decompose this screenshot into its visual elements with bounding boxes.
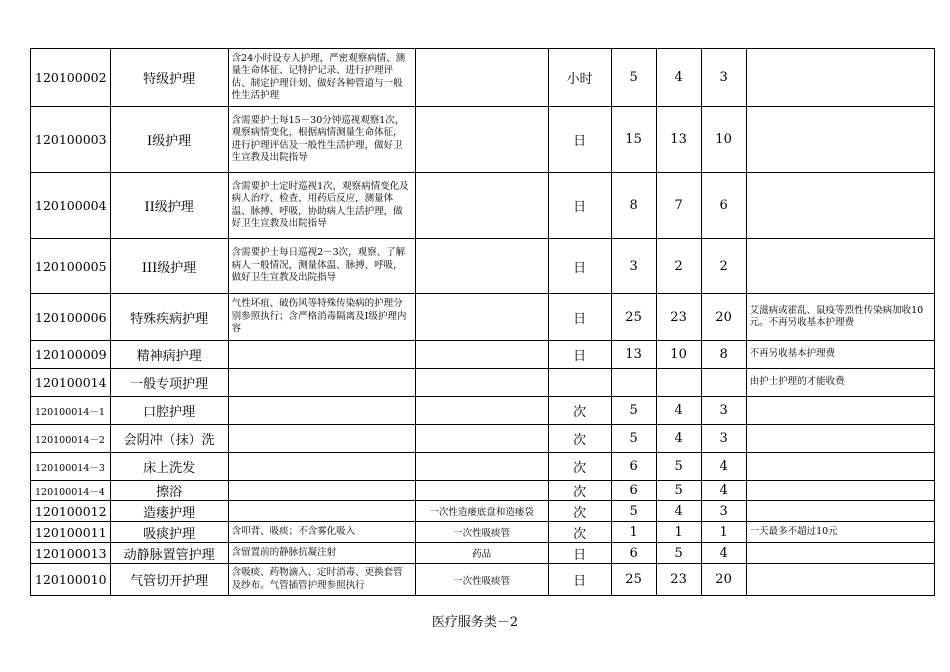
- cell-price-2: 1: [656, 522, 701, 543]
- cell-price-1: 3: [611, 239, 656, 294]
- cell-price-1: 5: [611, 49, 656, 107]
- cell-desc: 含吸痰、药物滴入、定时消毒、更换套管及纱布。气管插管护理参照执行: [228, 564, 415, 596]
- cell-excluded: [415, 173, 548, 239]
- cell-desc: [228, 397, 415, 425]
- cell-price-3: 4: [701, 543, 746, 564]
- table-row: [31, 564, 935, 596]
- cell-note: 由护士护理的才能收费: [746, 369, 934, 397]
- cell-price-2: 4: [656, 501, 701, 522]
- cell-unit: 次: [548, 501, 611, 522]
- cell-desc: [228, 369, 415, 397]
- cell-price-3: 2: [701, 239, 746, 294]
- cell-excluded: [415, 453, 548, 481]
- cell-code: 120100013: [31, 543, 111, 564]
- cell-desc: 含需要护士每15－30分钟巡视观察1次，观察病情变化，根据病情测量生命体征，进行护理评估及一般性生活护理，做好卫生宣教及出院指导: [228, 107, 415, 173]
- cell-name: 会阴冲（抹）洗: [110, 425, 228, 453]
- cell-excluded: [415, 369, 548, 397]
- cell-desc: [228, 453, 415, 481]
- cell-price-3: 3: [701, 501, 746, 522]
- cell-price-2: 2: [656, 239, 701, 294]
- cell-code: 120100012: [31, 501, 111, 522]
- cell-code: 120100009: [31, 341, 111, 369]
- cell-note: [746, 501, 934, 522]
- cell-desc: 含叩背、吸痰；不含雾化吸入: [228, 522, 415, 543]
- cell-name: 一般专项护理: [110, 369, 228, 397]
- cell-price-1: 5: [611, 425, 656, 453]
- cell-name: 擦浴: [110, 481, 228, 501]
- cell-price-1: [611, 369, 656, 397]
- cell-excluded: 一次性造瘘底盘和造瘘袋: [415, 501, 548, 522]
- cell-excluded: [415, 107, 548, 173]
- table-row: [31, 425, 935, 453]
- cell-note: [746, 107, 934, 173]
- cell-unit: 日: [548, 341, 611, 369]
- cell-code: 120100004: [31, 173, 111, 239]
- cell-name: III级护理: [110, 239, 228, 294]
- table-row: [31, 522, 935, 543]
- cell-desc: 含需要护士每日巡视2－3次，观察、了解病人一般情况，测量体温、脉搏、呼吸，做好卫生宣教及出院指导: [228, 239, 415, 294]
- cell-price-2: 4: [656, 397, 701, 425]
- cell-unit: 次: [548, 522, 611, 543]
- cell-unit: [548, 369, 611, 397]
- cell-note: 艾滋病或霍乱、鼠疫等烈性传染病加收10元。不再另收基本护理费: [746, 294, 934, 341]
- cell-price-3: 4: [701, 453, 746, 481]
- cell-price-2: 13: [656, 107, 701, 173]
- cell-code: 120100014－2: [31, 425, 111, 453]
- cell-unit: 次: [548, 481, 611, 501]
- cell-unit: 日: [548, 107, 611, 173]
- cell-price-3: 20: [701, 564, 746, 596]
- cell-excluded: [415, 294, 548, 341]
- cell-price-1: 25: [611, 564, 656, 596]
- cell-price-3: [701, 369, 746, 397]
- price-table: [30, 48, 935, 596]
- cell-excluded: [415, 341, 548, 369]
- table-row: [31, 369, 935, 397]
- table-row: [31, 481, 935, 501]
- cell-desc: [228, 481, 415, 501]
- cell-price-1: 6: [611, 543, 656, 564]
- cell-price-1: 25: [611, 294, 656, 341]
- cell-desc: 气性坏疽、破伤风等特殊传染病的护理分别参照执行；含严格消毒隔离及I级护理内容: [228, 294, 415, 341]
- cell-code: 120100014－3: [31, 453, 111, 481]
- cell-name: 特级护理: [110, 49, 228, 107]
- cell-price-1: 15: [611, 107, 656, 173]
- cell-price-1: 13: [611, 341, 656, 369]
- cell-desc: 含留置前的静脉抗凝注射: [228, 543, 415, 564]
- cell-excluded: [415, 397, 548, 425]
- cell-note: [746, 239, 934, 294]
- cell-excluded: 一次性吸痰管: [415, 522, 548, 543]
- cell-price-2: 5: [656, 543, 701, 564]
- cell-excluded: [415, 425, 548, 453]
- cell-name: II级护理: [110, 173, 228, 239]
- cell-price-3: 3: [701, 425, 746, 453]
- cell-price-3: 3: [701, 49, 746, 107]
- cell-price-2: 7: [656, 173, 701, 239]
- table-row: [31, 501, 935, 522]
- cell-price-3: 6: [701, 173, 746, 239]
- table-row: [31, 173, 935, 239]
- cell-price-1: 1: [611, 522, 656, 543]
- cell-name: 精神病护理: [110, 341, 228, 369]
- cell-price-1: 8: [611, 173, 656, 239]
- table-row: [31, 107, 935, 173]
- table-row: [31, 397, 935, 425]
- cell-price-1: 6: [611, 481, 656, 501]
- cell-note: 一天最多不超过10元: [746, 522, 934, 543]
- cell-unit: 次: [548, 453, 611, 481]
- cell-code: 120100014: [31, 369, 111, 397]
- cell-price-1: 5: [611, 397, 656, 425]
- cell-note: [746, 564, 934, 596]
- page-footer: 医疗服务类－2: [431, 615, 519, 630]
- cell-excluded: [415, 481, 548, 501]
- cell-price-3: 4: [701, 481, 746, 501]
- cell-price-2: 4: [656, 425, 701, 453]
- cell-code: 120100002: [31, 49, 111, 107]
- cell-price-2: 23: [656, 294, 701, 341]
- cell-desc: [228, 425, 415, 453]
- cell-price-2: [656, 369, 701, 397]
- cell-code: 120100005: [31, 239, 111, 294]
- cell-note: [746, 543, 934, 564]
- cell-desc: [228, 341, 415, 369]
- cell-excluded: [415, 239, 548, 294]
- cell-note: [746, 397, 934, 425]
- cell-note: [746, 173, 934, 239]
- cell-code: 120100014－1: [31, 397, 111, 425]
- cell-price-2: 5: [656, 481, 701, 501]
- cell-note: [746, 425, 934, 453]
- cell-desc: 含24小时设专人护理，严密观察病情、测量生命体征、记特护记录、进行护理评估、制定护理计划、做好各种管道与一般性生活护理: [228, 49, 415, 107]
- cell-name: 气管切开护理: [110, 564, 228, 596]
- cell-price-3: 10: [701, 107, 746, 173]
- cell-price-3: 20: [701, 294, 746, 341]
- cell-excluded: 一次性吸痰管: [415, 564, 548, 596]
- cell-desc: [228, 501, 415, 522]
- cell-name: 特殊疾病护理: [110, 294, 228, 341]
- cell-price-3: 1: [701, 522, 746, 543]
- cell-note: [746, 481, 934, 501]
- cell-price-3: 8: [701, 341, 746, 369]
- cell-unit: 小时: [548, 49, 611, 107]
- cell-price-2: 10: [656, 341, 701, 369]
- cell-excluded: [415, 49, 548, 107]
- cell-unit: 次: [548, 397, 611, 425]
- cell-code: 120100014－4: [31, 481, 111, 501]
- cell-code: 120100003: [31, 107, 111, 173]
- cell-unit: 日: [548, 239, 611, 294]
- cell-excluded: 药品: [415, 543, 548, 564]
- cell-price-2: 4: [656, 49, 701, 107]
- cell-price-1: 5: [611, 501, 656, 522]
- cell-name: 动静脉置管护理: [110, 543, 228, 564]
- cell-price-2: 5: [656, 453, 701, 481]
- cell-unit: 次: [548, 425, 611, 453]
- cell-price-2: 23: [656, 564, 701, 596]
- cell-code: 120100006: [31, 294, 111, 341]
- cell-unit: 日: [548, 173, 611, 239]
- cell-note: 不再另收基本护理费: [746, 341, 934, 369]
- cell-unit: 日: [548, 564, 611, 596]
- cell-price-1: 6: [611, 453, 656, 481]
- cell-note: [746, 453, 934, 481]
- cell-code: 120100010: [31, 564, 111, 596]
- cell-name: 造瘘护理: [110, 501, 228, 522]
- table-row: [31, 239, 935, 294]
- cell-desc: 含需要护士定时巡视1次，观察病情变化及病人治疗、检查、用药后反应，测量体温、脉搏、呼吸，协助病人生活护理，做好卫生宣教及出院指导: [228, 173, 415, 239]
- cell-unit: 日: [548, 294, 611, 341]
- cell-name: I级护理: [110, 107, 228, 173]
- table-body: [31, 49, 935, 596]
- cell-unit: 日: [548, 543, 611, 564]
- cell-name: 口腔护理: [110, 397, 228, 425]
- table-row: [31, 49, 935, 107]
- cell-name: 床上洗发: [110, 453, 228, 481]
- table-row: [31, 453, 935, 481]
- table-row: [31, 543, 935, 564]
- cell-code: 120100011: [31, 522, 111, 543]
- table-row: [31, 341, 935, 369]
- cell-name: 吸痰护理: [110, 522, 228, 543]
- cell-price-3: 3: [701, 397, 746, 425]
- table-row: [31, 294, 935, 341]
- cell-note: [746, 49, 934, 107]
